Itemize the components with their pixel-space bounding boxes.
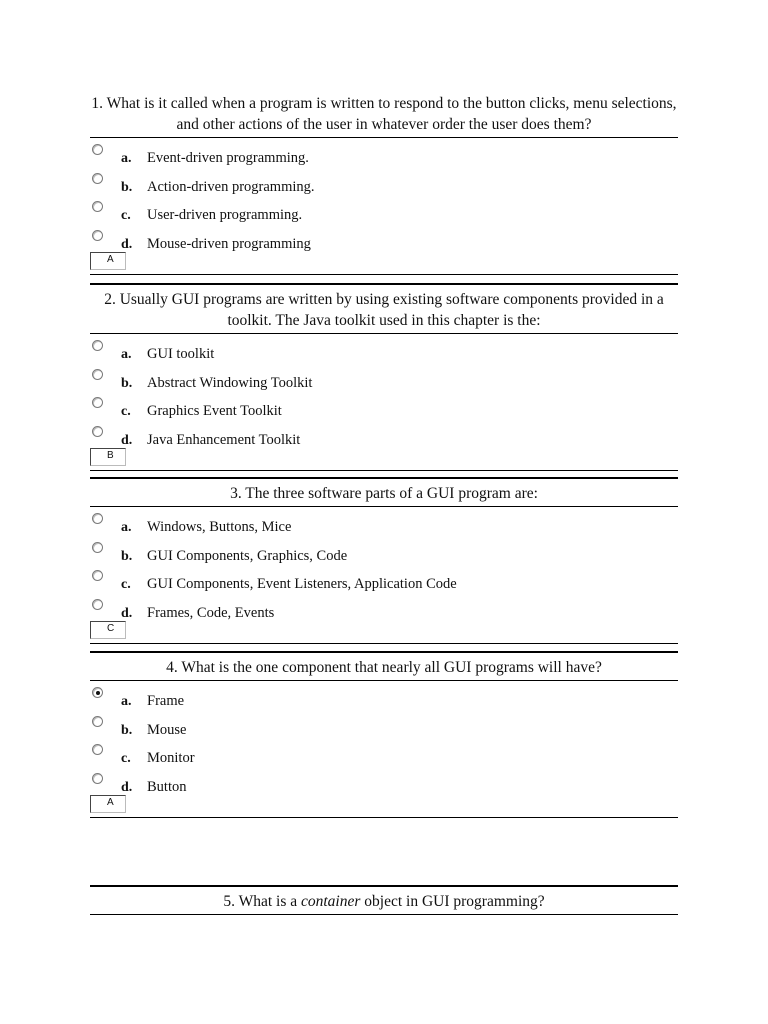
radio-button[interactable]: [92, 513, 103, 524]
option-c[interactable]: [90, 397, 678, 425]
question-2: [90, 283, 678, 461]
option-c[interactable]: [90, 744, 678, 772]
option-d[interactable]: [90, 426, 678, 454]
divider: [90, 643, 678, 644]
radio-button[interactable]: [92, 369, 103, 380]
option-text: Event-driven programming.: [147, 150, 309, 166]
option-letter: a.: [121, 347, 132, 362]
option-letter: d.: [121, 433, 133, 448]
radio-button[interactable]: [92, 716, 103, 727]
radio-button[interactable]: [92, 201, 103, 212]
option-a[interactable]: [90, 513, 678, 541]
option-letter: b.: [121, 549, 133, 564]
option-text: Monitor: [147, 750, 195, 766]
option-letter: d.: [121, 606, 133, 621]
divider: [90, 817, 678, 818]
option-letter: b.: [121, 723, 133, 738]
option-text: Button: [147, 779, 187, 795]
radio-button[interactable]: [92, 744, 103, 755]
answer-field[interactable]: C: [90, 621, 126, 639]
option-letter: d.: [121, 780, 133, 795]
question-4: [90, 651, 678, 808]
question-4-text: 4. What is the one component that nearly all GUI programs will have?: [166, 659, 602, 676]
radio-button[interactable]: [92, 173, 103, 184]
divider: [90, 274, 678, 275]
radio-button[interactable]: [92, 542, 103, 553]
option-d[interactable]: [90, 230, 678, 258]
question-5-text: [90, 887, 678, 914]
question-2-text: 2. Usually GUI programs are written by using existing software components provided in a toolkit. The Java toolkit used in this chapter is the:: [104, 291, 664, 329]
option-text: Abstract Windowing Toolkit: [147, 375, 313, 391]
option-letter: c.: [121, 751, 131, 766]
option-text: Graphics Event Toolkit: [147, 403, 282, 419]
option-text: Windows, Buttons, Mice: [147, 519, 292, 535]
radio-button[interactable]: [92, 570, 103, 581]
option-text: GUI toolkit: [147, 346, 215, 362]
question-5: [90, 885, 678, 915]
radio-button[interactable]: [92, 773, 103, 784]
radio-button[interactable]: [92, 144, 103, 155]
option-letter: a.: [121, 151, 132, 166]
option-text: Java Enhancement Toolkit: [147, 432, 301, 448]
option-letter: a.: [121, 520, 132, 535]
option-letter: a.: [121, 694, 132, 709]
option-a[interactable]: [90, 687, 678, 715]
option-b[interactable]: [90, 542, 678, 570]
option-text: GUI Components, Graphics, Code: [147, 548, 348, 564]
option-letter: d.: [121, 237, 133, 252]
option-letter: c.: [121, 208, 131, 223]
option-b[interactable]: [90, 369, 678, 397]
option-text: Mouse: [147, 722, 187, 738]
option-b[interactable]: [90, 173, 678, 201]
option-a[interactable]: [90, 144, 678, 172]
option-text: Action-driven programming.: [147, 179, 315, 195]
question-5-text-start: 5. What is a: [223, 893, 301, 910]
question-5-text-end: object in GUI programming?: [360, 893, 545, 910]
divider: [90, 680, 678, 681]
option-a[interactable]: [90, 340, 678, 368]
radio-button[interactable]: [92, 426, 103, 437]
divider: [90, 470, 678, 471]
radio-button[interactable]: [92, 230, 103, 241]
option-letter: b.: [121, 376, 133, 391]
radio-button[interactable]: [92, 397, 103, 408]
option-letter: b.: [121, 180, 133, 195]
option-b[interactable]: [90, 716, 678, 744]
radio-button[interactable]: [92, 340, 103, 351]
option-text: Frame: [147, 693, 185, 709]
divider: [90, 914, 678, 915]
option-c[interactable]: [90, 570, 678, 598]
option-d[interactable]: [90, 599, 678, 627]
question-5-emphasis: container: [301, 893, 361, 910]
option-letter: c.: [121, 404, 131, 419]
radio-button[interactable]: [92, 599, 103, 610]
option-letter: c.: [121, 577, 131, 592]
answer-field[interactable]: A: [90, 252, 126, 270]
question-1: [90, 93, 678, 265]
option-text: GUI Components, Event Listeners, Application Code: [147, 576, 457, 592]
question-3: [90, 477, 678, 634]
option-text: Frames, Code, Events: [147, 605, 275, 621]
option-d[interactable]: [90, 773, 678, 801]
option-c[interactable]: [90, 201, 678, 229]
question-1-text: 1. What is it called when a program is written to respond to the button clicks, menu selections, and other actions of the user in whatever order the user does them?: [91, 95, 677, 133]
divider: [90, 333, 678, 334]
option-text: Mouse-driven programming: [147, 236, 311, 252]
answer-field[interactable]: B: [90, 448, 126, 466]
question-3-text: 3. The three software parts of a GUI program are:: [230, 485, 538, 502]
option-text: User-driven programming.: [147, 207, 303, 223]
answer-field[interactable]: A: [90, 795, 126, 813]
divider: [90, 137, 678, 138]
radio-button-selected[interactable]: [92, 687, 103, 698]
divider: [90, 506, 678, 507]
